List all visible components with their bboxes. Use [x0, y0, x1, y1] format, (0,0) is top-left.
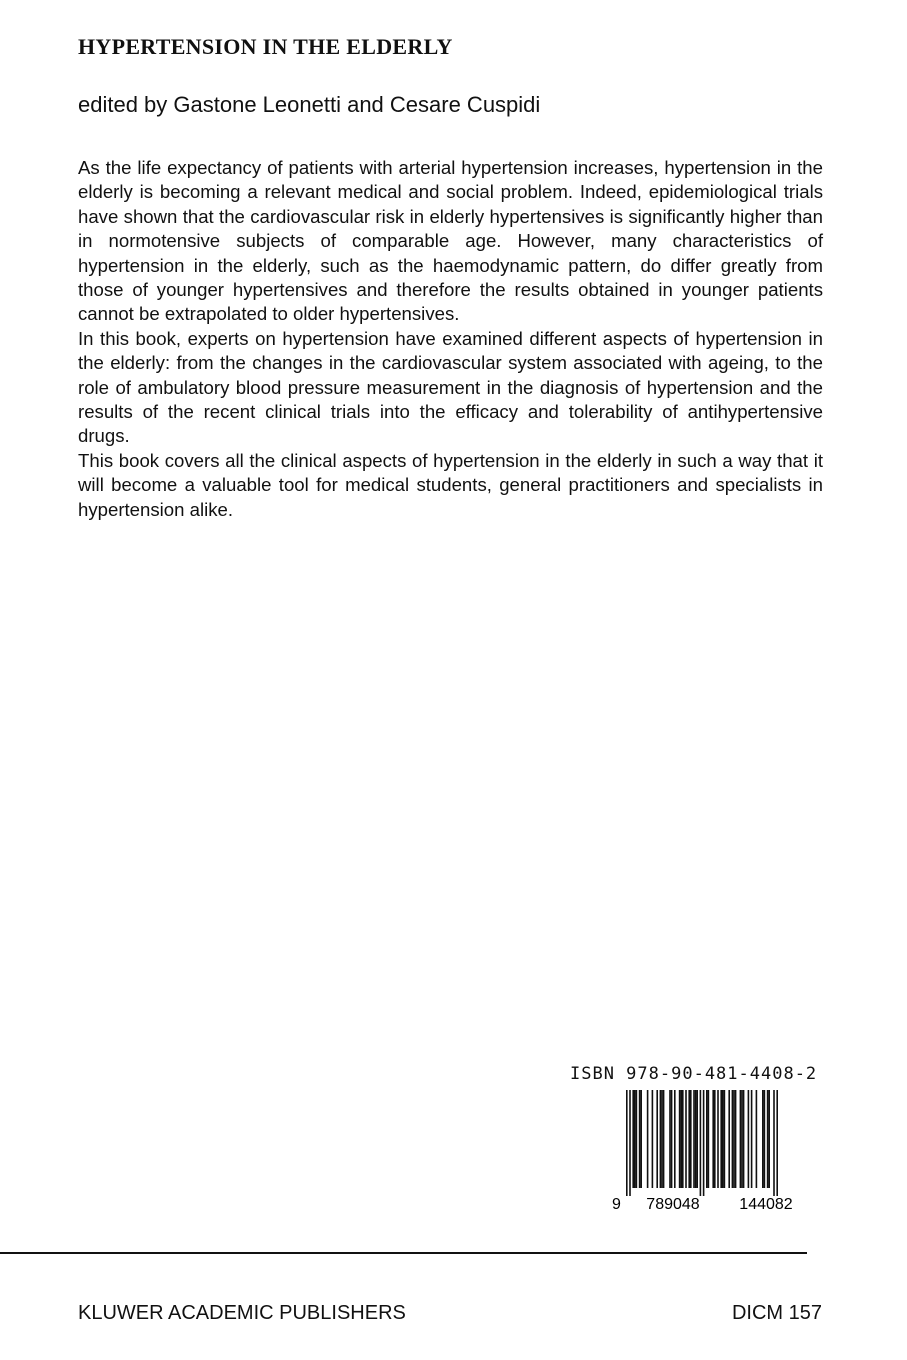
barcode-bar [639, 1090, 641, 1188]
barcode-bar [724, 1090, 726, 1188]
barcode-bar [690, 1090, 692, 1188]
barcode-bar [682, 1090, 684, 1188]
barcode-bar [700, 1090, 702, 1196]
barcode-bar [634, 1090, 636, 1188]
series-code: DICM 157 [731, 1302, 822, 1324]
barcode-bar [632, 1090, 634, 1188]
barcode-bar [756, 1090, 758, 1188]
barcode-bar [767, 1090, 769, 1188]
barcode-bar [629, 1090, 631, 1196]
barcode-bar [671, 1090, 673, 1188]
footer-rule [0, 1252, 807, 1254]
blurb [78, 156, 823, 522]
blurb-paragraph: This book covers all the clinical aspects of hypertension in the elderly in such a way that it will become a valuable tool for medical students, general practitioners and specialists in hypertension alike. [78, 449, 823, 520]
barcode-bar [751, 1090, 753, 1188]
barcode-bar [773, 1090, 775, 1196]
book-title: HYPERTENSION IN THE ELDERLY [78, 34, 453, 59]
publisher-name: KLUWER ACADEMIC PUBLISHERS [78, 1302, 406, 1324]
barcode-right-digits: 144082 [739, 1196, 793, 1212]
barcode-bar [693, 1090, 695, 1188]
barcode [612, 1090, 818, 1212]
barcode-bar [743, 1090, 745, 1188]
barcode-bar [735, 1090, 737, 1188]
barcode-bar [661, 1090, 663, 1188]
barcode-bar [762, 1090, 764, 1188]
barcode-bar [663, 1090, 665, 1188]
barcode-bar [660, 1090, 662, 1188]
barcode-bar [626, 1090, 628, 1196]
barcode-bar [728, 1090, 730, 1188]
barcode-bar [776, 1090, 778, 1196]
book-editors: edited by Gastone Leonetti and Cesare Cuspidi [78, 92, 541, 117]
barcode-bar [703, 1090, 705, 1196]
barcode-lead-digit: 9 [612, 1196, 621, 1212]
blurb-paragraph: In this book, experts on hypertension have examined different aspects of hypertension in the elderly: from the changes in the cardiovascular system associated with ageing, to the role of ambulatory blood pressure measurement in the diagnosis of hypertension and the results of the recent clinical trials into the efficacy and tolerability of antihypertensive drugs. [78, 327, 823, 447]
barcode-bar [656, 1090, 658, 1188]
barcode-bar [733, 1090, 735, 1188]
barcode-bar [680, 1090, 682, 1188]
barcode-bar [722, 1090, 724, 1188]
barcode-bar [679, 1090, 681, 1188]
barcode-left-digits: 789048 [646, 1196, 700, 1212]
barcode-bar [696, 1090, 698, 1188]
barcode-bar [636, 1090, 638, 1188]
barcode-bar [685, 1090, 687, 1188]
barcode-bar [748, 1090, 750, 1188]
barcode-bar [720, 1090, 722, 1188]
isbn-label: ISBN 978-90-481-4408-2 [570, 1064, 818, 1084]
barcode-bar [768, 1090, 770, 1188]
barcode-bar [706, 1090, 708, 1188]
barcode-bar [674, 1090, 676, 1188]
barcode-bar [688, 1090, 690, 1188]
barcode-bar [732, 1090, 734, 1188]
barcode-bar [714, 1090, 716, 1188]
barcode-bar [647, 1090, 649, 1188]
barcode-bar [652, 1090, 654, 1188]
barcode-bar [669, 1090, 671, 1188]
barcode-bar [717, 1090, 719, 1188]
barcode-bar [764, 1090, 766, 1188]
barcode-bar [740, 1090, 742, 1188]
blurb-paragraph: As the life expectancy of patients with arterial hypertension increases, hypertension in the elderly is becoming a relevant medical and social problem. Indeed, epidemiological trials have shown that the cardiovascular risk in elderly hypertensives is significantly higher than in normotensive subjects of comparable age. However, many characteristics of hypertension in the elderly, such as the haemodynamic pattern, do differ greatly from those of younger hypertensives and therefore the results obtained in younger patients cannot be extrapolated to older hypertensives. [78, 157, 823, 325]
barcode-bar [712, 1090, 714, 1188]
barcode-bar [708, 1090, 710, 1188]
barcode-bar [640, 1090, 642, 1188]
barcode-bar [695, 1090, 697, 1188]
barcode-bar [741, 1090, 743, 1188]
